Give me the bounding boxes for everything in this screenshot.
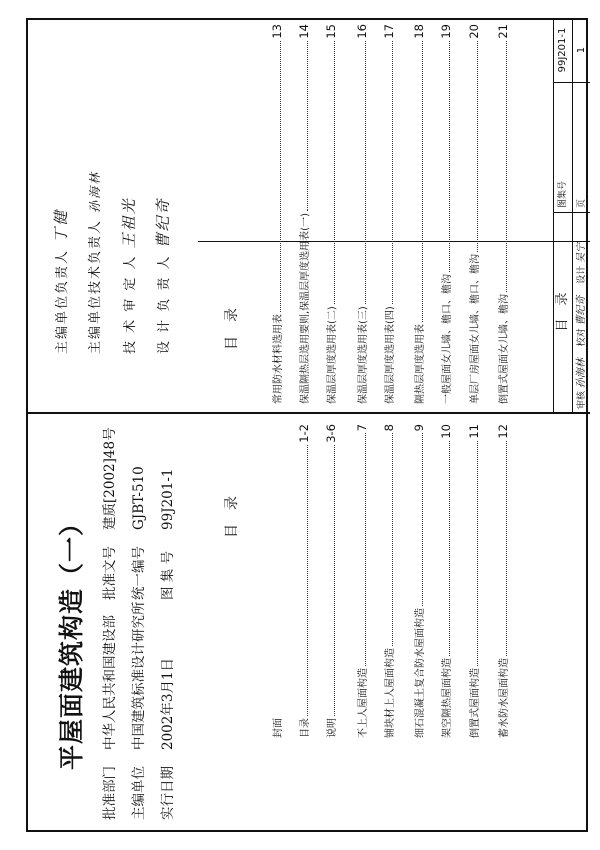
toc-dot-leader (422, 41, 423, 322)
check-signature: 曹纪奇 (576, 295, 587, 326)
responsible-label: 设 计 负 责 人 (157, 254, 172, 354)
toc-dot-leader (449, 441, 450, 656)
effective-date-label: 实行日期 (160, 766, 176, 820)
toc-item[interactable] (296, 424, 311, 738)
responsible-row (50, 209, 71, 354)
toc-item-page: 9 (412, 424, 426, 432)
toc-dot-leader (334, 41, 335, 305)
toc-item[interactable] (438, 424, 453, 738)
toc-item-page: 13 (270, 24, 284, 39)
toc-dot-leader (477, 441, 478, 666)
toc-item[interactable] (411, 424, 426, 738)
page-label-cell (572, 78, 591, 212)
responsible-row (84, 171, 103, 354)
responsible-row (152, 197, 173, 354)
design-label: 设计 (577, 265, 587, 284)
toc-dot-leader (449, 41, 450, 272)
toc-dot-leader (477, 41, 478, 252)
approval-dept (98, 615, 118, 820)
toc-item[interactable] (466, 24, 481, 404)
toc-item-name: 封面 (273, 718, 284, 738)
signature: 孙海林 (88, 170, 102, 213)
unified-number-value: GJBT-510 (131, 466, 147, 530)
toc-item-name: 架空隔热屋面构造 (442, 658, 453, 738)
effective-date-value: 2002年3月1日 (160, 657, 176, 750)
toc-item-name: 保温层厚度选用表(二) (327, 306, 338, 404)
rotated-sheet (28, 20, 590, 834)
signature: 丁健 (52, 208, 70, 243)
toc-dot-leader (280, 41, 281, 312)
toc-item[interactable] (381, 424, 396, 738)
toc-item-name: 说明 (327, 718, 338, 738)
atlas-number-value: 99J201-1 (557, 27, 568, 73)
toc-item-page: 16 (355, 24, 369, 39)
toc-item[interactable] (381, 24, 396, 404)
toc-item-name: 保温隔热层选用要则,保温层厚度选用表(一) (300, 213, 311, 404)
toc-item-name: 倒置式屋面构造 (470, 668, 481, 738)
page-label: 页 (577, 198, 587, 208)
approval-number (98, 427, 118, 600)
toc-item-name: 不上人屋面构造 (358, 668, 369, 738)
atlas-number-label: 图 集 号 (160, 550, 176, 600)
toc-item-name: 细石混凝土复合防水屋面构造 (415, 608, 426, 738)
approval-dept-value: 中华人民共和国建设部 (102, 615, 118, 750)
toc-item[interactable] (438, 24, 453, 404)
approval-number-label: 批准文号 (102, 546, 118, 600)
toc-item-page: 11 (467, 424, 481, 439)
toc-item-page: 12 (496, 424, 510, 439)
toc-dot-leader (334, 445, 335, 716)
toc-item[interactable] (466, 424, 481, 738)
toc-item-name: 目录 (300, 718, 311, 738)
toc-item-page: 18 (412, 24, 426, 39)
toc-item[interactable] (269, 24, 284, 404)
editor-unit-value: 中国建筑标准设计研究所 (131, 601, 147, 750)
atlas-label: 图集号 (558, 180, 568, 208)
toc-heading-left: 目 录 (224, 496, 240, 538)
toc-dot-leader (392, 433, 393, 646)
toc-item-name: 隔热层厚度选用表 (415, 324, 426, 404)
title-block-labels (554, 82, 590, 212)
review-signature: 孙海林 (576, 358, 587, 389)
toc-item-page: 14 (297, 24, 311, 39)
editor-unit (127, 602, 147, 821)
toc-item-page: 17 (382, 24, 396, 39)
toc-item-page: 7 (355, 424, 369, 432)
toc-item-name: 保温层厚度选用表(四) (385, 306, 396, 404)
responsible-label: 技 术 审 定 人 (123, 254, 138, 354)
toc-item-page: 3-6 (324, 424, 338, 443)
toc-item-name: 蓄水防水屋面构造 (499, 658, 510, 738)
check-label: 校对 (577, 328, 587, 347)
page-number-value: 1 (572, 18, 591, 82)
atlas-label-cell (554, 78, 572, 212)
toc-item-name: 铺块材上人屋面构造 (385, 648, 396, 738)
responsible-label: 主编单位负责人 (55, 248, 70, 354)
title-block (553, 18, 590, 412)
title-block-values (554, 18, 590, 82)
approval-number-value: 建质[2002]48号 (102, 427, 118, 530)
toc-item-page: 15 (324, 24, 338, 39)
toc-dot-leader (506, 441, 507, 656)
toc-item[interactable] (323, 24, 338, 404)
toc-item-page: 21 (496, 24, 510, 39)
cover-and-toc-pane (28, 414, 590, 834)
toc-item[interactable] (323, 424, 338, 738)
toc-item-name: 保温层厚度选用表(三) (358, 306, 369, 404)
toc-item-name: 倒置式屋面女儿墙、檐沟 (499, 294, 510, 404)
toc-item-name: 单层厂房屋面女儿墙、檐口、檐沟 (470, 254, 481, 404)
toc-dot-leader (392, 41, 393, 305)
page-title: 平屋面建筑构造（一） (57, 509, 86, 770)
toc-item[interactable] (354, 424, 369, 738)
design-signature: 吴宁 (576, 242, 587, 263)
toc-dot-leader (422, 433, 423, 606)
toc-item[interactable] (411, 24, 426, 404)
effective-date (156, 658, 176, 820)
page-frame (26, 18, 588, 832)
sheet-title: 目 录 (555, 292, 570, 332)
title-block-sign-row (572, 209, 591, 412)
unified-number (127, 466, 147, 600)
toc-item[interactable] (495, 424, 510, 738)
editor-unit-label: 主编单位 (131, 766, 147, 820)
responsible-and-toc-pane (28, 18, 590, 414)
toc-item-page: 20 (467, 24, 481, 39)
toc-item[interactable] (495, 24, 510, 404)
toc-dot-leader (307, 445, 308, 716)
toc-item-page: 8 (382, 424, 396, 432)
responsible-label: 主编单位技术负责人 (88, 218, 103, 354)
toc-item-name: 一般屋面女儿墙、檐口、檐沟 (442, 274, 453, 404)
toc-item[interactable] (296, 24, 311, 404)
toc-dot-leader (307, 41, 308, 211)
toc-dot-leader (365, 433, 366, 666)
toc-item-name: 常用防水材料选用表 (273, 314, 284, 404)
responsible-row (118, 197, 139, 354)
atlas-number (156, 468, 176, 600)
toc-heading-right: 目 录 (224, 308, 240, 350)
signature: 王祖光 (120, 197, 138, 249)
toc-item[interactable] (269, 424, 284, 738)
toc-item-page: 19 (439, 24, 453, 39)
title-block-signatures (554, 212, 590, 412)
toc-item-page: 10 (439, 424, 453, 439)
unified-number-label: 统一编号 (131, 546, 147, 600)
signature: 曹纪奇 (154, 197, 172, 249)
atlas-number-value: 99J201-1 (160, 468, 176, 530)
review-label: 审核 (577, 390, 587, 409)
toc-item-page: 1-2 (297, 424, 311, 443)
toc-dot-leader (365, 41, 366, 305)
toc-item[interactable] (354, 24, 369, 404)
approval-dept-label: 批准部门 (102, 766, 118, 820)
toc-dot-leader (506, 41, 507, 292)
